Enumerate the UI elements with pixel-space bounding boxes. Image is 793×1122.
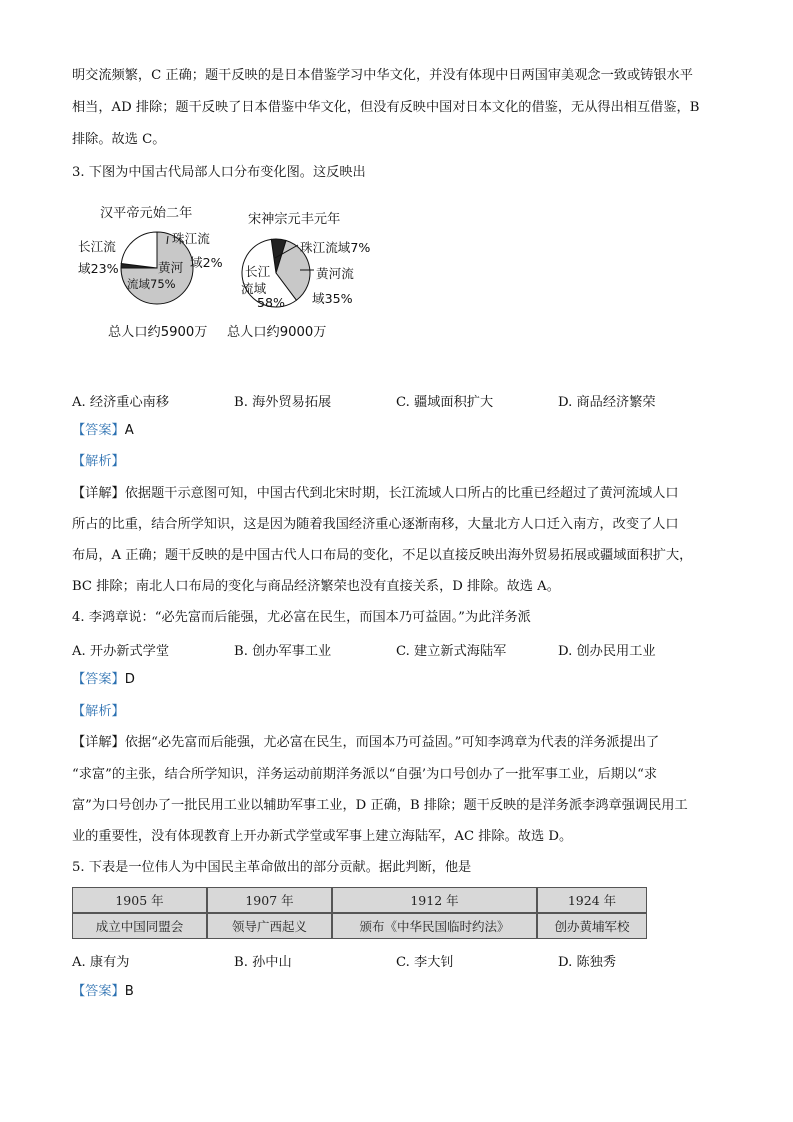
q4-answer-value: D (124, 672, 135, 687)
q4-option-a: A. 开办新式学堂 (72, 644, 170, 659)
q3-detail-3: 布局，A 正确；题干反映的是中国古代人口布局的变化，不足以直接反映出海外贸易拓展或疆域面积扩大， (72, 548, 693, 563)
pie2-total: 总人口约9000万 (227, 325, 327, 340)
pie1-label-changjiang-1: 长江流 (78, 239, 116, 254)
pie1-label-changjiang-2: 域23% (78, 261, 119, 276)
q5-option-a: A. 康有为 (72, 955, 130, 970)
intro-line-3: 排除。故选 C。 (72, 132, 166, 147)
pie2-label-huanghe-1: 黄河流 (316, 266, 354, 281)
q5-table-event: 颁布《中华民国临时约法》 (332, 913, 537, 939)
q3-detail-tag: 【详解】 (72, 486, 125, 501)
q3-detail-2: 所占的比重，结合所学知识，这是因为随着我国经济重心逐渐南移，大量北方人口迁入南方，改变了人口 (72, 517, 679, 532)
q4-option-b: B. 创办军事工业 (234, 644, 332, 659)
q4-answer (72, 670, 135, 690)
pie-charts-svg (0, 0, 793, 360)
pie2-label-huanghe-2: 域35% (312, 291, 353, 306)
pie1-label-huanghe-2: 流域75% (127, 277, 176, 291)
q3-answer (72, 421, 134, 441)
q5-answer (72, 982, 134, 1002)
q5-answer-value: B (124, 984, 134, 999)
q5-table-year: 1912 年 (332, 887, 537, 913)
q3-detail-4: BC 排除；南北人口布局的变化与商品经济繁荣也没有直接关系，D 排除。故选 A。 (72, 579, 560, 594)
q5-table-event: 成立中国同盟会 (72, 913, 207, 939)
q4-detail-4: 业的重要性，没有体现教育上开办新式学堂或军事上建立海陆军，AC 排除。故选 D。 (72, 829, 573, 844)
pie2-label-changjiang-3: 58% (257, 295, 285, 310)
q5-option-b: B. 孙中山 (234, 955, 292, 970)
q5-contribution-table (72, 887, 647, 939)
q4-detail-tag: 【详解】 (72, 735, 125, 750)
pie2-title: 宋神宗元丰元年 (248, 212, 341, 227)
q4-detail-text-1: 依据“必先富而后能强，尤必富在民生，而国本乃可益固。”可知李鸿章为代表的洋务派提出了 (124, 735, 660, 750)
pie1-total: 总人口约5900万 (108, 325, 208, 340)
q5-table-event: 创办黄埔军校 (537, 913, 647, 939)
q3-detail-text-1: 依据题干示意图可知，中国古代到北宋时期，长江流域人口所占的比重已经超过了黄河流域人口 (124, 486, 679, 501)
pie1-title: 汉平帝元始二年 (100, 206, 193, 221)
q4-detail-1 (72, 733, 659, 753)
q5-option-d: D. 陈独秀 (558, 955, 617, 970)
q4-option-d: D. 创办民用工业 (558, 644, 656, 659)
pie2-label-changjiang-1: 长江 (245, 264, 271, 279)
pie1-label-zhujiang-1: 珠江流 (172, 231, 210, 246)
q3-stem: 3. 下图为中国古代局部人口分布变化图。这反映出 (72, 165, 366, 180)
q3-answer-value: A (124, 423, 134, 438)
q3-analysis-tag: 【解析】 (72, 454, 125, 469)
q4-answer-tag: 【答案】 (72, 672, 125, 687)
q4-option-c: C. 建立新式海陆军 (396, 644, 507, 659)
q5-stem: 5. 下表是一位伟人为中国民主革命做出的部分贡献。据此判断，他是 (72, 860, 472, 875)
pie1-label-huanghe-1: 黄河 (158, 260, 184, 275)
q3-option-c: C. 疆域面积扩大 (396, 395, 494, 410)
q5-table-year: 1907 年 (207, 887, 332, 913)
pie1-label-zhujiang-2: 域2% (190, 255, 223, 270)
q4-detail-3: 富”为口号创办了一批民用工业以辅助军事工业，D 正确，B 排除；题干反映的是洋务派李鸿章强调民用工 (72, 798, 688, 813)
q3-option-a: A. 经济重心南移 (72, 395, 170, 410)
q3-option-b: B. 海外贸易拓展 (234, 395, 332, 410)
q5-option-c: C. 李大钊 (396, 955, 454, 970)
pie-slice-长江流域 (121, 232, 157, 268)
q3-answer-tag: 【答案】 (72, 423, 125, 438)
q4-analysis-tag: 【解析】 (72, 704, 125, 719)
q5-table-year: 1924 年 (537, 887, 647, 913)
q5-table-year: 1905 年 (72, 887, 207, 913)
q3-detail-1 (72, 484, 679, 504)
q5-table-event: 领导广西起义 (207, 913, 332, 939)
q5-answer-tag: 【答案】 (72, 984, 125, 999)
q4-stem: 4. 李鸿章说：“必先富而后能强，尤必富在民生，而国本乃可益固。”为此洋务派 (72, 610, 531, 625)
intro-line-1: 明交流频繁，C 正确；题干反映的是日本借鉴学习中华文化，并没有体现中日两国审美观念一致或铸银水平 (72, 68, 693, 83)
intro-line-2: 相当，AD 排除；题干反映了日本借鉴中华文化，但没有反映中国对日本文化的借鉴，无从得出相互借鉴，B (72, 100, 700, 115)
pie2-label-zhujiang: 珠江流域7% (300, 240, 371, 255)
q4-detail-2: “求富”的主张，结合所学知识，洋务运动前期洋务派以“自强’为口号创办了一批军事工业，后期以“求 (72, 767, 658, 782)
pie2-label-changjiang-2: 流域 (241, 281, 267, 296)
q3-option-d: D. 商品经济繁荣 (558, 395, 656, 410)
